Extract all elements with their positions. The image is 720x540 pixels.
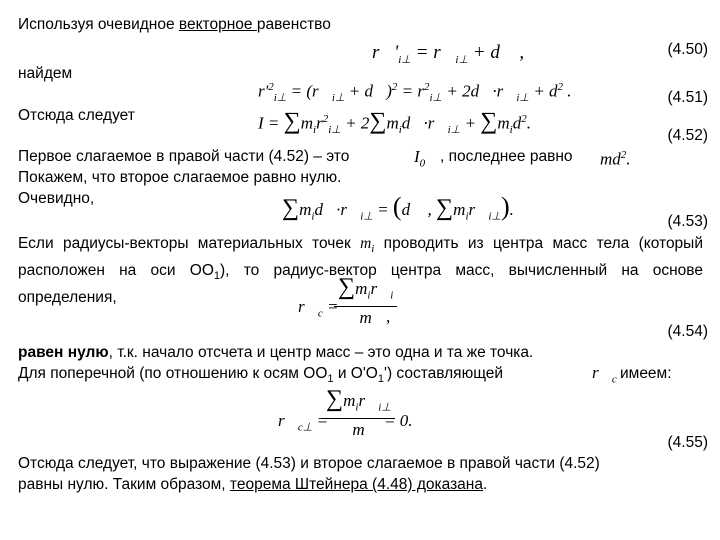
formula-rc-perp-label: $r⃗_{c\perp}$ = [278, 411, 329, 434]
para1-text-a: Если радиусы-векторы материальных точек [18, 235, 351, 252]
zero-bold: равен нулю [18, 344, 109, 361]
eqn-number-4-50: (4.50) [667, 41, 708, 58]
last-term-text: , последнее равно [440, 148, 573, 165]
intro-underlined: векторное [178, 16, 257, 33]
naydem-text: найдем [18, 65, 73, 82]
final-line-2 [18, 475, 487, 494]
formula-4-50: $r⃗'_{i\perp}$ = $r⃗_{i\perp}$ + d⃗ , [372, 42, 525, 66]
formula-md2: $md^2$. [600, 149, 631, 169]
formula-4-52: $I = \sum m_ir^2_{i\perp}$ + $2\sum m_id⃗\cdot r⃗_{i\perp} + \sum m_id^2$. [258, 108, 531, 137]
otsyuda-text: Отсюда следует [18, 107, 135, 124]
final2-end: . [483, 476, 488, 493]
first-term-line [18, 147, 349, 166]
intro-line [18, 15, 331, 34]
intro-text-end: равенство [256, 16, 331, 33]
perp-line [18, 364, 503, 389]
eqn-number-4-54: (4.54) [667, 323, 708, 340]
perp-sub: 1 [327, 373, 334, 386]
steiner-theorem-underlined: теорема Штейнера (4.48) доказана [229, 476, 483, 493]
perp-sub2: 1 [377, 373, 384, 386]
intro-text: Используя очевидное [18, 16, 179, 33]
formula-rc-perp: $r⃗_c$ [592, 363, 617, 386]
eqn-number-4-53: (4.53) [667, 213, 708, 230]
eqn-number-4-52: (4.52) [667, 127, 708, 144]
zero-rest: , т.к. начало отсчета и центр масс – это одна и та же точка. [108, 344, 534, 361]
para1-text-c: ), то радиус-вектор центра масс, вычисленный на основе определения, [18, 262, 703, 307]
zero-line [18, 343, 533, 362]
formula-4-51: $r'^2_{i\perp}$ = ($r⃗_{i\perp}$ + d⃗)$^2$ = $r^2_{i\perp}$ + $2d⃗\cdot r⃗_{i\perp} + d^2$ . [258, 81, 572, 105]
formula-4-54-fraction: $\sum m_ir⃗_i$ m [334, 276, 397, 329]
paragraph-radius-vectors: Если радиусы-векторы материальных точек $m_i$ проводить из центра масс тела (который расположен на оси $OO_1$), то радиус-вектор центра масс, вычисленный на основе определения, [18, 235, 703, 307]
para1-sub: 1 [213, 270, 220, 283]
first-term-text: Первое слагаемое в правой части (4.52) – это [18, 148, 350, 165]
formula-4-53: $\sum m_id⃗\cdot r⃗_{i\perp}$ = (d⃗ , $\sum m_ir⃗_{i\perp}$). [282, 192, 514, 223]
perp-text-c: ') составляющей [383, 365, 504, 382]
formula-4-55-fraction: $\sum m_ir⃗_{i\perp}$ m [322, 388, 395, 441]
final-line-1: Отсюда следует, что выражение (4.53) и второе слагаемое в правой части (4.52) [18, 455, 600, 472]
eqn-number-4-51: (4.51) [667, 89, 708, 106]
formula-I0: $I_0$ [414, 147, 426, 170]
eqn-number-4-55: (4.55) [667, 434, 708, 451]
perp-text-d: имеем: [620, 365, 672, 382]
show-line: Покажем, что второе слагаемое равно нулю. [18, 169, 342, 186]
perp-text-b: и O'O [333, 365, 378, 382]
final2-text: равны нулю. Таким образом, [18, 476, 230, 493]
formula-4-54-comma: , [386, 307, 391, 326]
formula-4-55-zero: = 0. [384, 411, 413, 430]
perp-text-a: Для поперечной (по отношению к осям OO [18, 365, 328, 382]
obviously-line: Очевидно, [18, 190, 95, 207]
formula-rc-label: $r⃗_c$ = [298, 297, 339, 320]
para1-text-b: проводить из центра масс тела (который расположен на оси OO [18, 235, 703, 280]
